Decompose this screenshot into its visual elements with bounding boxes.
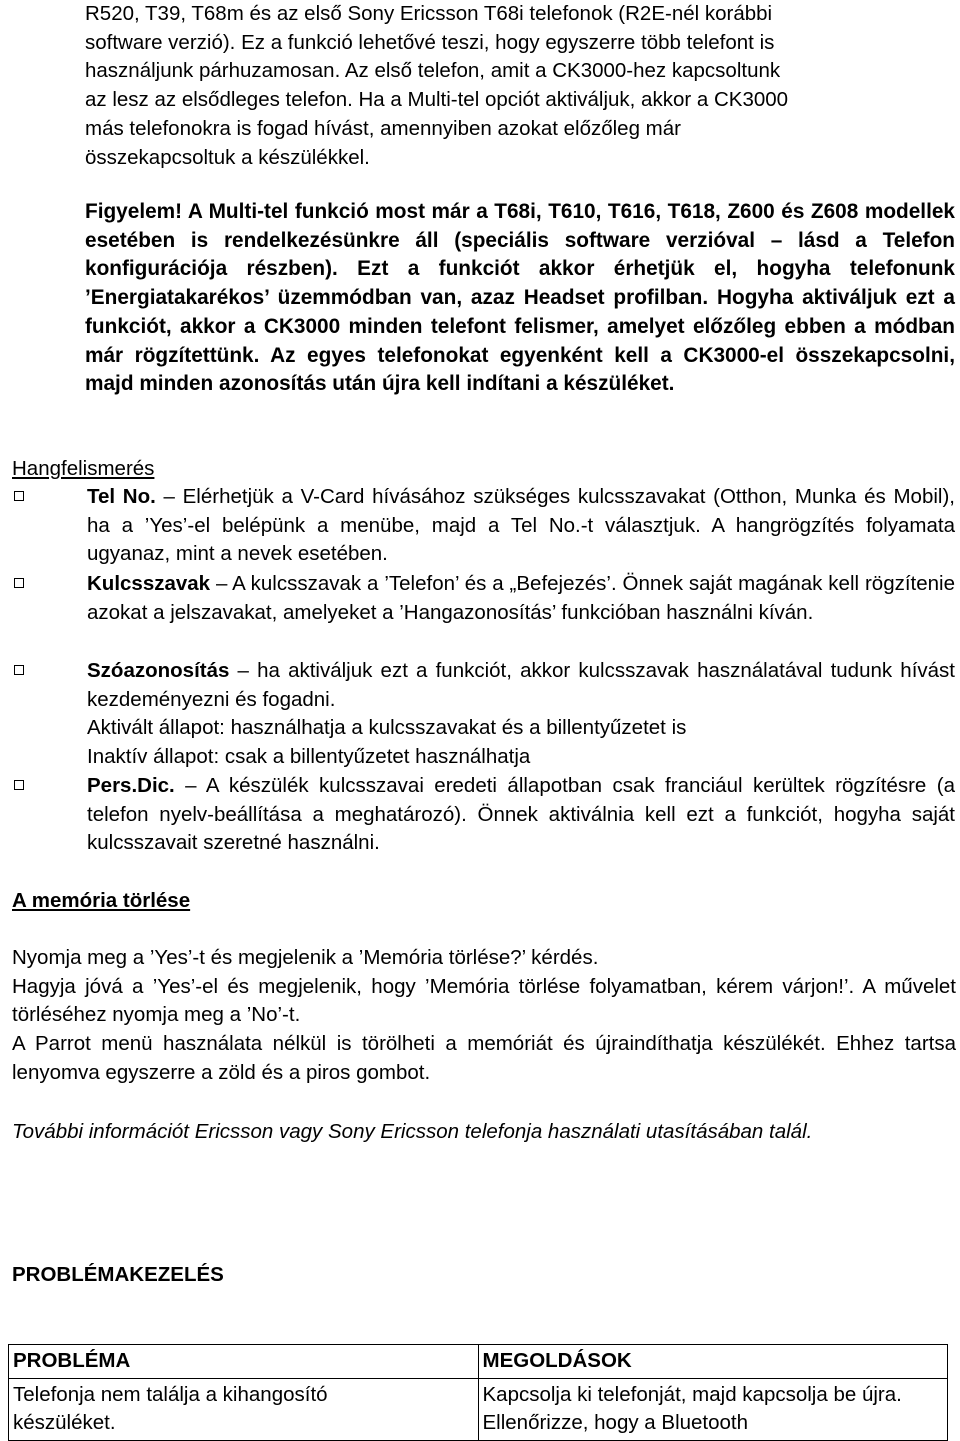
voice-item-term: Szóazonosítás bbox=[87, 659, 230, 682]
warning-paragraph bbox=[85, 198, 955, 399]
more-info-text: További információt Ericsson vagy Sony Ericsson telefonja használati utasításában talál. bbox=[12, 1120, 813, 1143]
active-state-text: Aktivált állapot: használhatja a kulcsszavakat és a billentyűzetet is bbox=[87, 716, 687, 739]
intro-line: más telefonokra is fogad hívást, amennyiben azokat előzőleg már bbox=[85, 116, 681, 140]
voice-item bbox=[87, 483, 955, 569]
memory-p2: Hagyja jóvá a ’Yes’-el és megjelenik, hogy ’Memória törlése folyamatban, kérem várjon!’. A művelet törléséhez nyomja meg a ’No’-t. bbox=[12, 974, 956, 1027]
checkbox-bullet-icon bbox=[14, 578, 24, 588]
checkbox-bullet-icon bbox=[14, 780, 24, 790]
voice-item-text: – A készülék kulcsszavai eredeti állapotban csak franciául kerültek rögzítésre (a telefon nyelv-beállítása a meghatározó). Önnek aktiválnia kell ezt a funkciót, hogyha saját kulcsszavait szeretné használni. bbox=[87, 774, 955, 855]
memory-p3: A Parrot menü használata nélkül is törölheti a memóriát és újraindíthatja készülékét. Ehhez tartsa lenyomva egyszerre a zöld és a piros gombot. bbox=[12, 1032, 956, 1084]
voice-item bbox=[87, 657, 955, 714]
troubleshooting-section-heading bbox=[12, 1261, 956, 1290]
table-header-problem: PROBLÉMA bbox=[9, 1345, 479, 1379]
voice-item bbox=[87, 772, 955, 858]
voice-item bbox=[87, 570, 955, 627]
intro-line: software verzió). Ez a funkció lehetővé teszi, hogy egyszerre több telefont is bbox=[85, 30, 775, 54]
memory-section-heading bbox=[12, 887, 956, 916]
voice-item-text: – Elérhetjük a V-Card hívásához szükséges kulcsszavakat (Otthon, Munka és Mobil), ha a ’Yes’-el belépünk a menübe, majd a Tel No.-t választjuk. A hangrögzítés folyamata ugyanaz, mint a nevek esetében. bbox=[87, 485, 955, 566]
memory-heading: A memória törlése bbox=[12, 889, 191, 912]
voice-item-term: Pers.Dic. bbox=[87, 774, 175, 797]
active-state-line bbox=[87, 714, 955, 743]
table-cell-problem: Telefonja nem találja a kihangosító készüléket. bbox=[9, 1378, 479, 1440]
voice-item-term: Kulcsszavak bbox=[87, 572, 211, 595]
intro-line: használjunk párhuzamosan. Az első telefon, amit a CK3000-hez kapcsoltunk bbox=[85, 59, 781, 83]
voice-item-text: – ha aktiváljuk ezt a funkciót, akkor kulcsszavak használatával tudunk hívást kezdeményezni és fogadni. bbox=[87, 659, 955, 711]
voice-item-text: – A kulcsszavak a ’Telefon’ és a „Befejezés’. Önnek saját magának kell rögzítenie azokat a jelszavakat, amelyeket a ’Hangazonosítás’ funkcióban használni kíván. bbox=[87, 572, 955, 624]
intro-line: R520, T39, T68m és az első Sony Ericsson T68i telefonok (R2E-nél korábbi bbox=[85, 2, 773, 25]
inactive-state-line bbox=[87, 743, 955, 772]
voice-heading: Hangfelismerés bbox=[12, 457, 155, 480]
voice-section-heading bbox=[12, 455, 956, 484]
warning-text: Figyelem! A Multi-tel funkció most már a T68i, T610, T616, T618, Z600 és Z608 modellek esetében is rendelkezésünkre áll (speciális software verzióval – lásd a Telefon konfigurációja részben). Ezt a funkciót akkor érhetjük el, hogyha telefonunk ’Energiatakarékos’ üzemmódban van, azaz Headset profilban. Hogyha aktiváljuk ezt a funkciót, akkor a CK3000 minden telefont felismer, amelyet előzőleg ebben a módban már rögzítettünk. Az egyes telefonokat egyenként kell a CK3000-el összekapcsolni, majd minden azonosítás után újra kell indítani a készüléket. bbox=[85, 200, 955, 396]
inactive-state-text: Inaktív állapot: csak a billentyűzetet használhatja bbox=[87, 745, 531, 768]
intro-line: összekapcsoltuk a készülékkel. bbox=[85, 145, 370, 169]
table-header-row bbox=[9, 1345, 948, 1379]
intro-paragraph bbox=[85, 0, 955, 172]
more-info-paragraph bbox=[12, 1118, 956, 1147]
checkbox-bullet-icon bbox=[14, 665, 24, 675]
table-header-solution: MEGOLDÁSOK bbox=[478, 1345, 948, 1379]
troubleshooting-table bbox=[8, 1344, 948, 1441]
checkbox-bullet-icon bbox=[14, 491, 24, 501]
intro-line: az lesz az elsődleges telefon. Ha a Multi-tel opciót aktiváljuk, akkor a CK3000 bbox=[85, 88, 789, 112]
table-cell-solution: Kapcsolja ki telefonját, majd kapcsolja be újra. Ellenőrizze, hogy a Bluetooth bbox=[478, 1378, 948, 1440]
troubleshooting-heading: PROBLÉMAKEZELÉS bbox=[12, 1263, 224, 1286]
memory-p1: Nyomja meg a ’Yes’-t és megjelenik a ’Memória törlése?’ kérdés. bbox=[12, 946, 599, 969]
voice-item-term: Tel No. bbox=[87, 485, 156, 508]
table-row bbox=[9, 1378, 948, 1440]
memory-paragraphs bbox=[12, 944, 956, 1088]
